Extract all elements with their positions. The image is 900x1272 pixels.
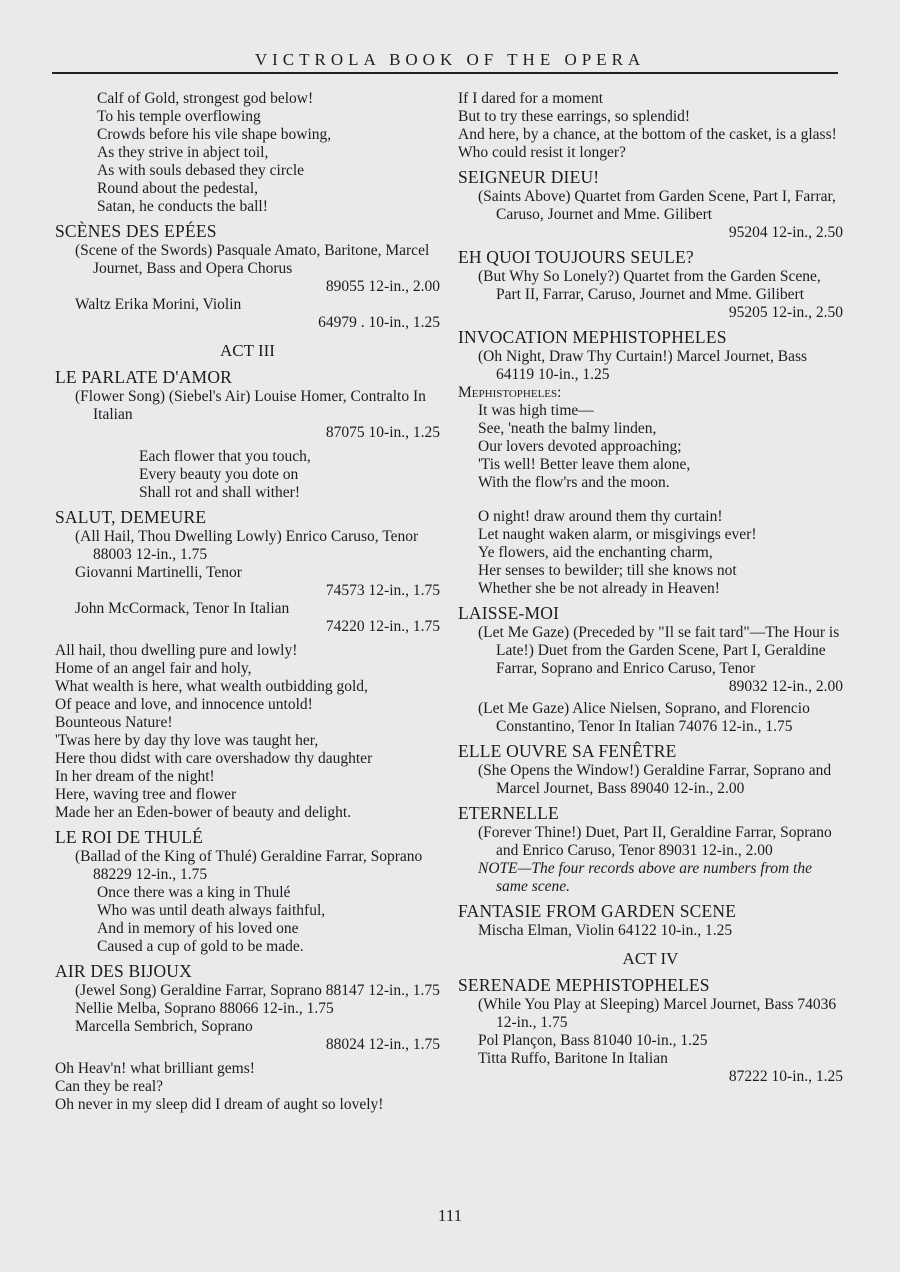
record-description: Marcella Sembrich, Soprano: [75, 1018, 253, 1035]
record-description: (Jewel Song) Geraldine Farrar, Soprano 88147 12-in., 1.75: [75, 982, 440, 999]
record-description: Nellie Melba, Soprano 88066 12-in., 1.75: [75, 1000, 334, 1017]
record-description: (Forever Thine!) Duet, Part II, Geraldine Farrar, Soprano and Enrico Caruso, Tenor 89031 12-in., 2.00: [478, 824, 832, 859]
record-number: 95205 12-in., 2.50: [728, 304, 843, 321]
record-description: (Oh Night, Draw Thy Curtain!) Marcel Journet, Bass 64119 10-in., 1.25: [478, 348, 808, 383]
record-number: 88024 12-in., 1.75: [325, 1036, 440, 1053]
all-hail-verse: All hail, thou dwelling pure and lowly! Home of an angel fair and holy, What wealth is here, what wealth outbidding gold, Of peace and love, and innocence untold! Bounteous Nature! 'Twas here by day thy love was taught her, Here thou didst with care overshadow thy daughter In her dream of the night! Here, waving tree and flower Made her an Eden-bower of beauty and delight.: [55, 642, 373, 821]
record-number: 64979 . 10-in., 1.25: [318, 314, 440, 331]
record-description: Titta Ruffo, Baritone In Italian: [478, 1050, 668, 1067]
left-column: [55, 90, 440, 1114]
invocation-verse-1: It was high time— See, 'neath the balmy linden, Our lovers devoted approaching; 'Tis well! Better leave them alone, With the flow'rs and the moon.: [478, 402, 691, 491]
section-heading: LAISSE-MOI: [458, 603, 560, 623]
record-number: 95204 12-in., 2.50: [728, 224, 843, 241]
record-number: 74220 12-in., 1.75: [325, 618, 440, 635]
record-number: 74573 12-in., 1.75: [325, 582, 440, 599]
section-heading: LE ROI DE THULÉ: [55, 827, 203, 847]
section-heading: EH QUOI TOUJOURS SEULE?: [458, 247, 694, 267]
record-description: (Ballad of the King of Thulé) Geraldine Farrar, Soprano 88229 12-in., 1.75: [75, 848, 423, 883]
flower-song-verse: Each flower that you touch, Every beauty you dote on Shall rot and shall wither!: [139, 448, 311, 501]
record-description: (While You Play at Sleeping) Marcel Journet, Bass 74036 12-in., 1.75: [478, 996, 837, 1031]
section-heading: SALUT, DEMEURE: [55, 507, 207, 527]
record-description: John McCormack, Tenor In Italian: [75, 600, 290, 617]
record-description: Mischa Elman, Violin 64122 10-in., 1.25: [478, 922, 733, 939]
record-number: 89032 12-in., 2.00: [728, 678, 843, 695]
right-column: [458, 90, 843, 1086]
calf-of-gold-verse: Calf of Gold, strongest god below! To his temple overflowing Crowds before his vile shape bowing, As they strive in abject toil, As with souls debased they circle Round about the pedestal, Satan, he conducts the ball!: [97, 90, 332, 215]
jewel-verse: Oh Heav'n! what brilliant gems! Can they be real? Oh never in my sleep did I dream of aught so lovely!: [55, 1060, 384, 1113]
section-heading: ELLE OUVRE SA FENÊTRE: [458, 741, 677, 761]
section-heading: FANTASIE FROM GARDEN SCENE: [458, 901, 737, 921]
section-heading: SCÈNES DES EPÉES: [55, 221, 217, 241]
record-description: (But Why So Lonely?) Quartet from the Garden Scene, Part II, Farrar, Caruso, Journet and Mme. Gilibert: [478, 268, 821, 303]
section-heading: AIR DES BIJOUX: [55, 961, 192, 981]
record-number: 87075 10-in., 1.25: [325, 424, 440, 441]
act-heading: ACT IV: [622, 949, 679, 968]
record-description: Pol Plançon, Bass 81040 10-in., 1.25: [478, 1032, 708, 1049]
record-description: Giovanni Martinelli, Tenor: [75, 564, 242, 581]
record-description: (Let Me Gaze) Alice Nielsen, Soprano, and Florencio Constantino, Tenor In Italian 74076 12-in., 1.75: [478, 700, 810, 735]
record-description: (Let Me Gaze) (Preceded by "Il se fait tard"—The Hour is Late!) Duet from the Garden Scene, Part I, Geraldine Farrar, Soprano and Enrico Caruso, Tenor: [478, 624, 840, 677]
record-description: (Saints Above) Quartet from Garden Scene, Part I, Farrar, Caruso, Journet and Mme. Gilibert: [478, 188, 836, 223]
record-description: (She Opens the Window!) Geraldine Farrar, Soprano and Marcel Journet, Bass 89040 12-in., 2.00: [478, 762, 832, 797]
section-heading: ETERNELLE: [458, 803, 559, 823]
record-number: 87222 10-in., 1.25: [728, 1068, 843, 1085]
record-description: (All Hail, Thou Dwelling Lowly) Enrico Caruso, Tenor 88003 12-in., 1.75: [75, 528, 419, 563]
thule-verse: Once there was a king in Thulé Who was until death always faithful, And in memory of his loved one Caused a cup of gold to be made.: [97, 884, 326, 955]
earrings-verse: If I dared for a moment But to try these earrings, so splendid! And here, by a chance, at the bottom of the casket, is a glass! Who could resist it longer?: [458, 90, 837, 161]
header-rule: [52, 72, 838, 74]
invocation-verse-2: O night! draw around them thy curtain! Let naught waken alarm, or misgivings ever! Ye flowers, aid the enchanting charm, Her senses to bewilder; till she knows not Whether she be not already in Heaven!: [478, 508, 757, 597]
act-heading: ACT III: [220, 341, 275, 360]
record-description: Waltz Erika Morini, Violin: [75, 296, 242, 313]
record-description: (Scene of the Swords) Pasquale Amato, Baritone, Marcel Journet, Bass and Opera Chorus: [75, 242, 430, 277]
section-heading: SERENADE MEPHISTOPHELES: [458, 975, 710, 995]
section-heading: SEIGNEUR DIEU!: [458, 167, 600, 187]
section-heading: LE PARLATE D'AMOR: [55, 367, 233, 387]
section-heading: INVOCATION MEPHISTOPHELES: [458, 327, 727, 347]
note-text: NOTE—The four records above are numbers from the same scene.: [478, 860, 812, 895]
running-header: VICTROLA BOOK OF THE OPERA: [254, 50, 646, 69]
speaker-label: Mephistopheles:: [458, 384, 562, 401]
page-number: 111: [437, 1206, 463, 1225]
record-number: 89055 12-in., 2.00: [325, 278, 440, 295]
record-description: (Flower Song) (Siebel's Air) Louise Homer, Contralto In Italian: [75, 388, 426, 423]
